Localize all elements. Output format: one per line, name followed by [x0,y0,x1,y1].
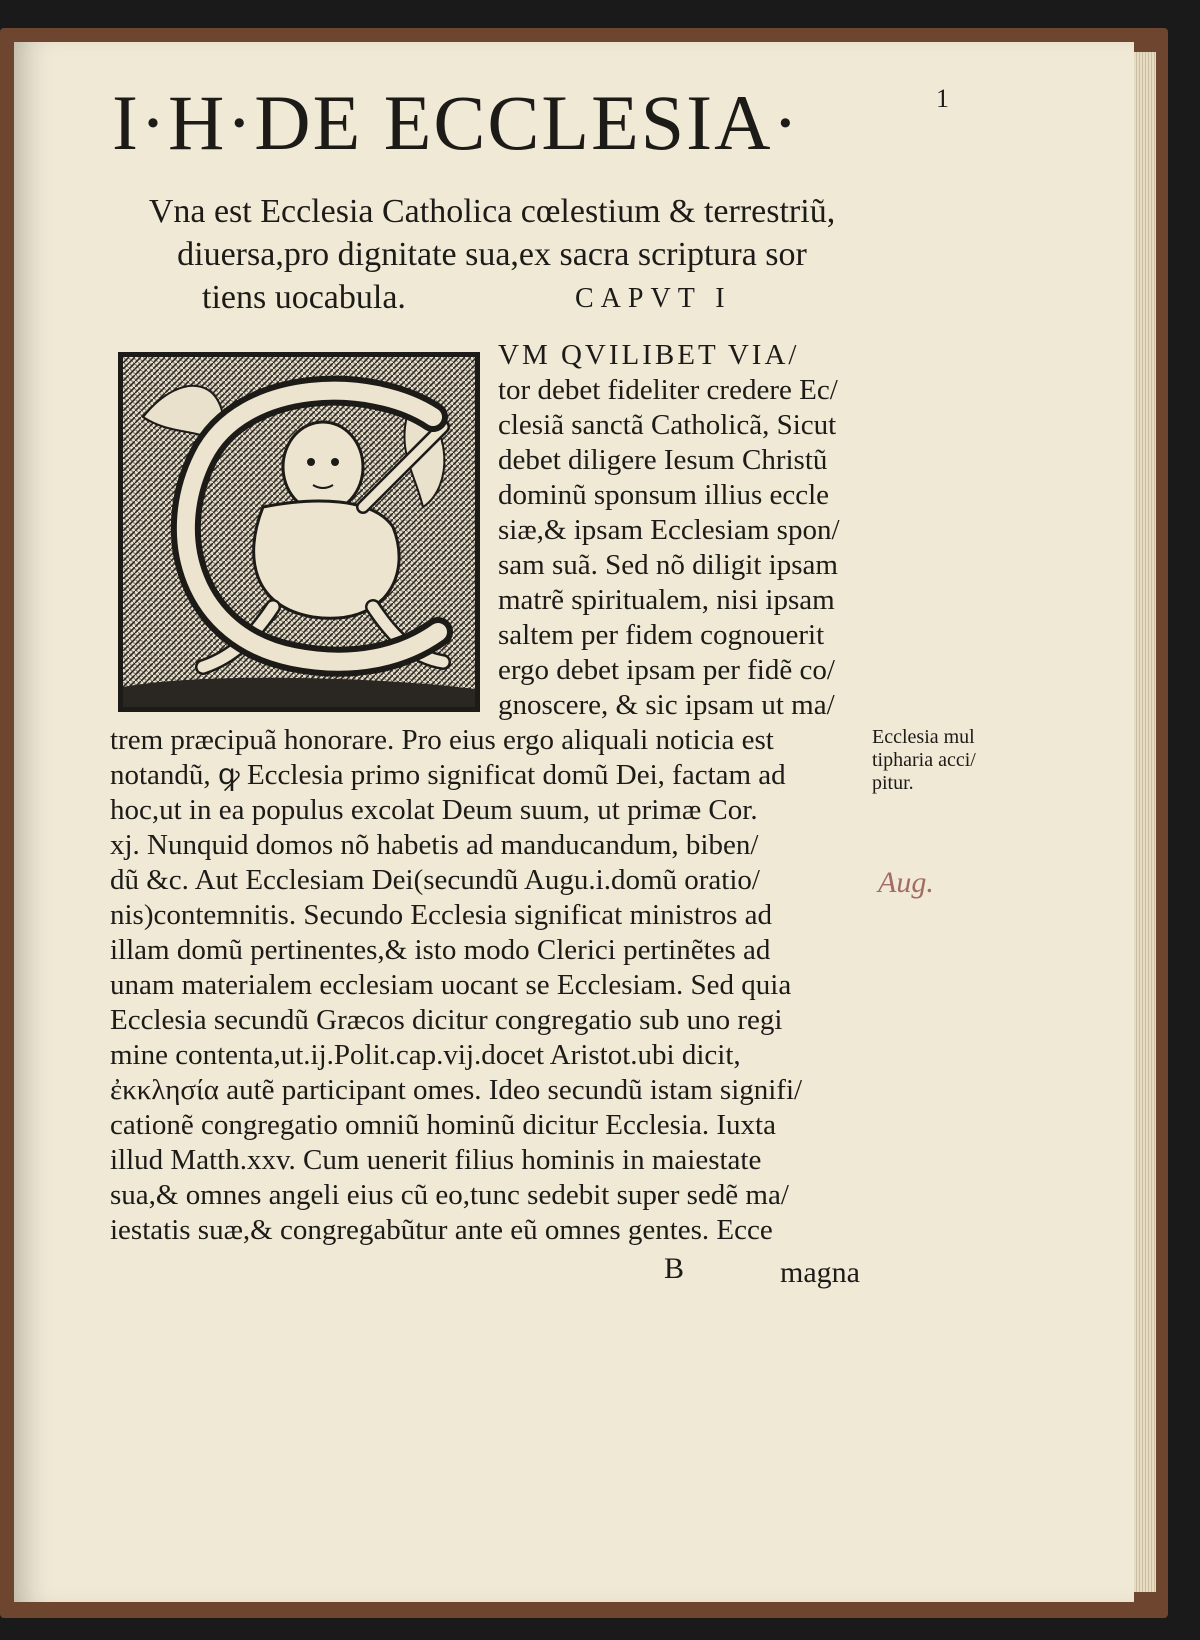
text-line: nis)contemnitis. Secundo Ecclesia significat ministros ad [110,899,773,931]
text-line: Ecclesia secundũ Græcos dicitur congregatio sub uno regi [110,1004,783,1036]
text-line: illud Matth.xxv. Cum uenerit filius hominis in maiestate [110,1144,762,1176]
text-line: mine contenta,ut.ij.Polit.cap.vij.docet Aristot.ubi dicit, [110,1039,741,1071]
page-heading: I·H·DE ECCLESIA· [112,79,801,166]
chapter-label: CAPVT I [575,283,732,314]
marginal-note-line: pitur. [872,772,914,794]
text-line: tor debet fideliter credere Ec/ [498,374,838,406]
text-line: hoc,ut in ea populus excolat Deum suum, ut primæ Cor. [110,794,758,826]
text-line: clesiã sanctã Catholicã, Sicut [498,409,837,441]
text-line: saltem per fidem cognouerit [498,619,825,651]
catchword: magna [780,1256,860,1289]
text-line: ἐκκλησία autẽ participant omes. Ideo secundũ istam signifi/ [110,1074,803,1106]
text-line: xj. Nunquid domos nõ habetis ad manducandum, biben/ [110,829,759,861]
handwritten-annotation: Aug. [878,866,934,899]
text-line: matrẽ spiritualem, nisi ipsam [498,584,835,616]
text-line: gnoscere, & sic ipsam ut ma/ [498,689,835,721]
marginal-note-line: Ecclesia mul [872,726,975,748]
chapter-subtitle [112,190,872,319]
folio-number: 1 [936,84,949,113]
text-line: sam suã. Sed nõ diligit ipsam [498,549,838,581]
text-line: notandũ, ꝙ Ecclesia primo significat domũ Dei, factam ad [110,759,786,791]
text-line: dominũ sponsum illius eccle [498,479,830,511]
body-text [110,338,870,1248]
text-line: cationẽ congregatio omniũ hominũ dicitur Ecclesia. Iuxta [110,1109,776,1141]
signature-mark: B [664,1252,685,1285]
page-edges [1134,52,1156,1592]
text-line: unam materialem ecclesiam uocant se Ecclesiam. Sed quia [110,969,792,1001]
text-line: dũ &c. Aut Ecclesiam Dei(secundũ Augu.i.domũ oratio/ [110,864,760,896]
text-line: siæ,& ipsam Ecclesiam spon/ [498,514,840,546]
text-line: ergo debet ipsam per fidẽ co/ [498,654,835,686]
text-line: sua,& omnes angeli eius cũ eo,tunc sedebit super sedẽ ma/ [110,1179,789,1211]
text-line: trem præcipuã honorare. Pro eius ergo aliquali noticia est [110,724,774,756]
subtitle-line: diuersa,pro dignitate sua,ex sacra scriptura sor [177,236,807,273]
text-line: VM QVILIBET VIA/ [498,339,800,371]
marginal-note [872,726,1022,795]
subtitle-line: tiens uocabula. [202,279,406,316]
text-line: debet diligere Iesum Christũ [498,444,828,476]
text-line: iestatis suæ,& congregabũtur ante eũ omnes gentes. Ecce [110,1214,773,1246]
subtitle-line: Vna est Ecclesia Catholica cœlestium & terrestriũ, [148,193,836,230]
marginal-note-line: tipharia acci/ [872,749,976,771]
text-line: illam domũ pertinentes,& isto modo Clerici pertinẽtes ad [110,934,771,966]
